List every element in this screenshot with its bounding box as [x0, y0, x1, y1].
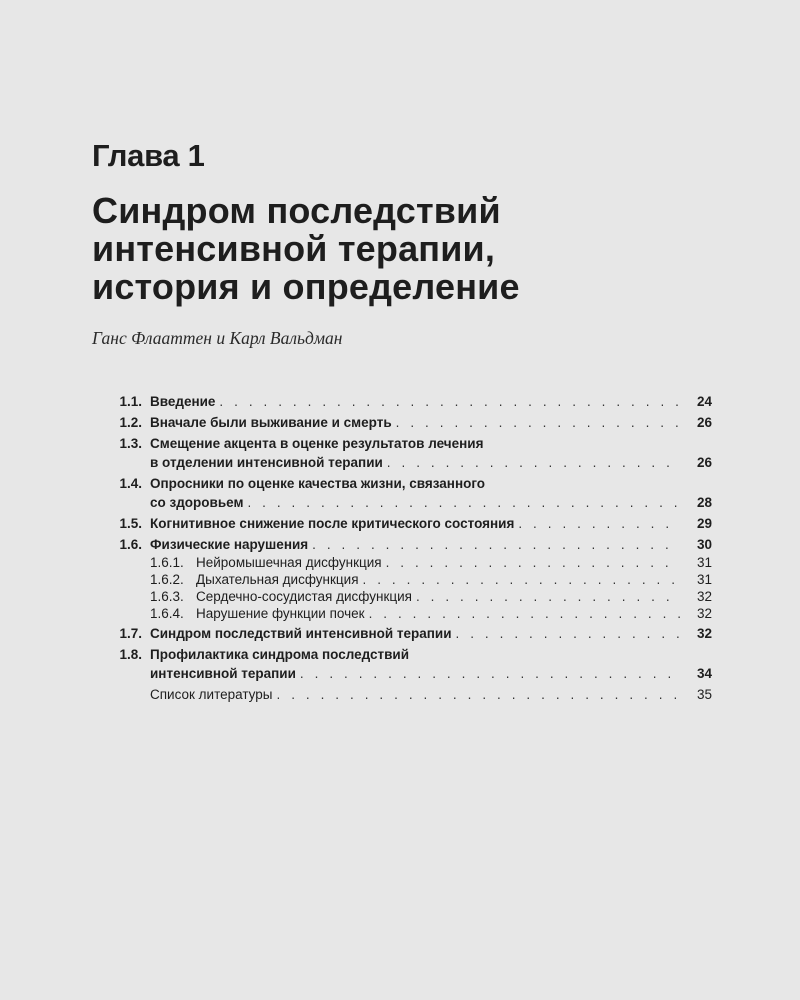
toc-leader-dots [456, 624, 680, 643]
toc-entry-body [150, 392, 712, 411]
toc-leader-dots [363, 571, 680, 588]
toc-entry-title: Физические нарушения [150, 537, 309, 552]
toc-subentry-title: Сердечно-сосудистая дисфункция [196, 589, 412, 604]
toc-line [150, 453, 712, 472]
toc-entry-body [150, 685, 712, 704]
toc-subentry[interactable] [150, 605, 712, 622]
toc-leader-dots [312, 535, 680, 554]
toc-entry-title-continued: в отделении интенсивной терапии [150, 455, 383, 470]
toc-entry-body [150, 535, 712, 554]
toc-entry-page: 26 [696, 415, 712, 430]
toc-subentry[interactable] [150, 571, 712, 588]
toc-entry-number: 1.4. [119, 476, 142, 491]
toc-subentry-number: 1.6.2. [150, 572, 184, 587]
toc-entry-page: 34 [696, 666, 712, 681]
toc-entry-page: 26 [696, 455, 712, 470]
toc-entry[interactable] [100, 514, 712, 533]
toc-entry-title: Вначале были выживание и смерть [150, 415, 392, 430]
toc-entry[interactable] [100, 624, 712, 643]
toc-entry-page: 32 [696, 589, 712, 604]
toc-entry[interactable] [100, 434, 712, 472]
toc-subentry-title: Нейромышечная дисфункция [196, 555, 382, 570]
toc-entry-body [150, 514, 712, 533]
chapter-title-line: история и определение [92, 266, 520, 307]
toc-entry-page: 24 [696, 394, 712, 409]
toc-entry-title: Опросники по оценке качества жизни, связанного [150, 476, 486, 491]
toc-entry-body [150, 645, 712, 683]
toc-entry-number: 1.2. [119, 415, 142, 430]
toc-subentry[interactable] [150, 554, 712, 571]
toc-line [150, 434, 712, 453]
toc-leader-dots [396, 413, 680, 432]
toc-entry-body [196, 588, 712, 605]
toc-entry-body [150, 413, 712, 432]
toc-line [150, 493, 712, 512]
chapter-label: Глава 1 [92, 138, 205, 173]
toc-leader-dots [277, 685, 681, 704]
chapter-title-line: интенсивной терапии, [92, 228, 496, 269]
toc-line [196, 588, 712, 605]
chapter-authors: Ганс Флааттен и Карл Вальдман [92, 328, 343, 348]
toc-entry-title: Введение [150, 394, 216, 409]
toc-line [150, 685, 712, 704]
toc-entry[interactable] [100, 645, 712, 683]
toc-subentry[interactable] [150, 588, 712, 605]
toc-entry-title-continued: со здоровьем [150, 495, 244, 510]
toc-entry-page: 28 [696, 495, 712, 510]
toc-entry[interactable] [100, 413, 712, 432]
table-of-contents [100, 392, 712, 704]
toc-line [150, 413, 712, 432]
toc-line [196, 571, 712, 588]
toc-entry-body [196, 605, 712, 622]
toc-entry-body [150, 474, 712, 512]
toc-leader-dots [300, 664, 680, 683]
toc-entry-number: 1.5. [119, 516, 142, 531]
toc-line [150, 474, 712, 493]
toc-subentry-number: 1.6.1. [150, 555, 184, 570]
toc-entry-page: 35 [696, 687, 712, 702]
toc-entry-title: Смещение акцента в оценке результатов лечения [150, 436, 484, 451]
toc-entry-body [150, 434, 712, 472]
toc-leader-dots [369, 605, 680, 622]
toc-subentry-number: 1.6.4. [150, 606, 184, 621]
toc-entry-page: 30 [696, 537, 712, 552]
toc-line [150, 535, 712, 554]
toc-entry[interactable] [100, 474, 712, 512]
toc-entry-page: 31 [696, 555, 712, 570]
toc-subentry-title: Дыхательная дисфункция [196, 572, 359, 587]
toc-line [150, 514, 712, 533]
toc-leader-dots [386, 554, 680, 571]
toc-subentry-title: Нарушение функции почек [196, 606, 365, 621]
toc-line [196, 554, 712, 571]
chapter-title-line: Синдром последствий [92, 190, 501, 231]
toc-entry-number: 1.7. [119, 626, 142, 641]
toc-line [150, 624, 712, 643]
toc-entry-title: Синдром последствий интенсивной терапии [150, 626, 452, 641]
chapter-title [92, 192, 732, 306]
toc-leader-dots [518, 514, 680, 533]
toc-entry-body [196, 571, 712, 588]
toc-leader-dots [219, 392, 680, 411]
toc-references[interactable] [100, 685, 712, 704]
toc-entry-body [150, 624, 712, 643]
toc-entry-number: 1.8. [119, 647, 142, 662]
toc-entry[interactable] [100, 392, 712, 411]
toc-entry[interactable] [100, 535, 712, 554]
toc-entry-page: 32 [696, 626, 712, 641]
toc-entry-page: 31 [696, 572, 712, 587]
toc-subentry-number: 1.6.3. [150, 589, 184, 604]
toc-entry-page: 32 [696, 606, 712, 621]
toc-entry-title: Когнитивное снижение после критического состояния [150, 516, 515, 531]
toc-line [150, 645, 712, 664]
toc-leader-dots [247, 493, 680, 512]
toc-line [150, 392, 712, 411]
toc-line [196, 605, 712, 622]
toc-references-title: Список литературы [150, 687, 273, 702]
toc-line [150, 664, 712, 683]
toc-entry-title: Профилактика синдрома последствий [150, 647, 410, 662]
toc-entry-number: 1.3. [119, 436, 142, 451]
toc-entry-number: 1.6. [119, 537, 142, 552]
toc-leader-dots [416, 588, 680, 605]
toc-entry-number: 1.1. [119, 394, 142, 409]
toc-entry-title-continued: интенсивной терапии [150, 666, 296, 681]
toc-leader-dots [387, 453, 680, 472]
toc-entry-page: 29 [696, 516, 712, 531]
toc-entry-body [196, 554, 712, 571]
